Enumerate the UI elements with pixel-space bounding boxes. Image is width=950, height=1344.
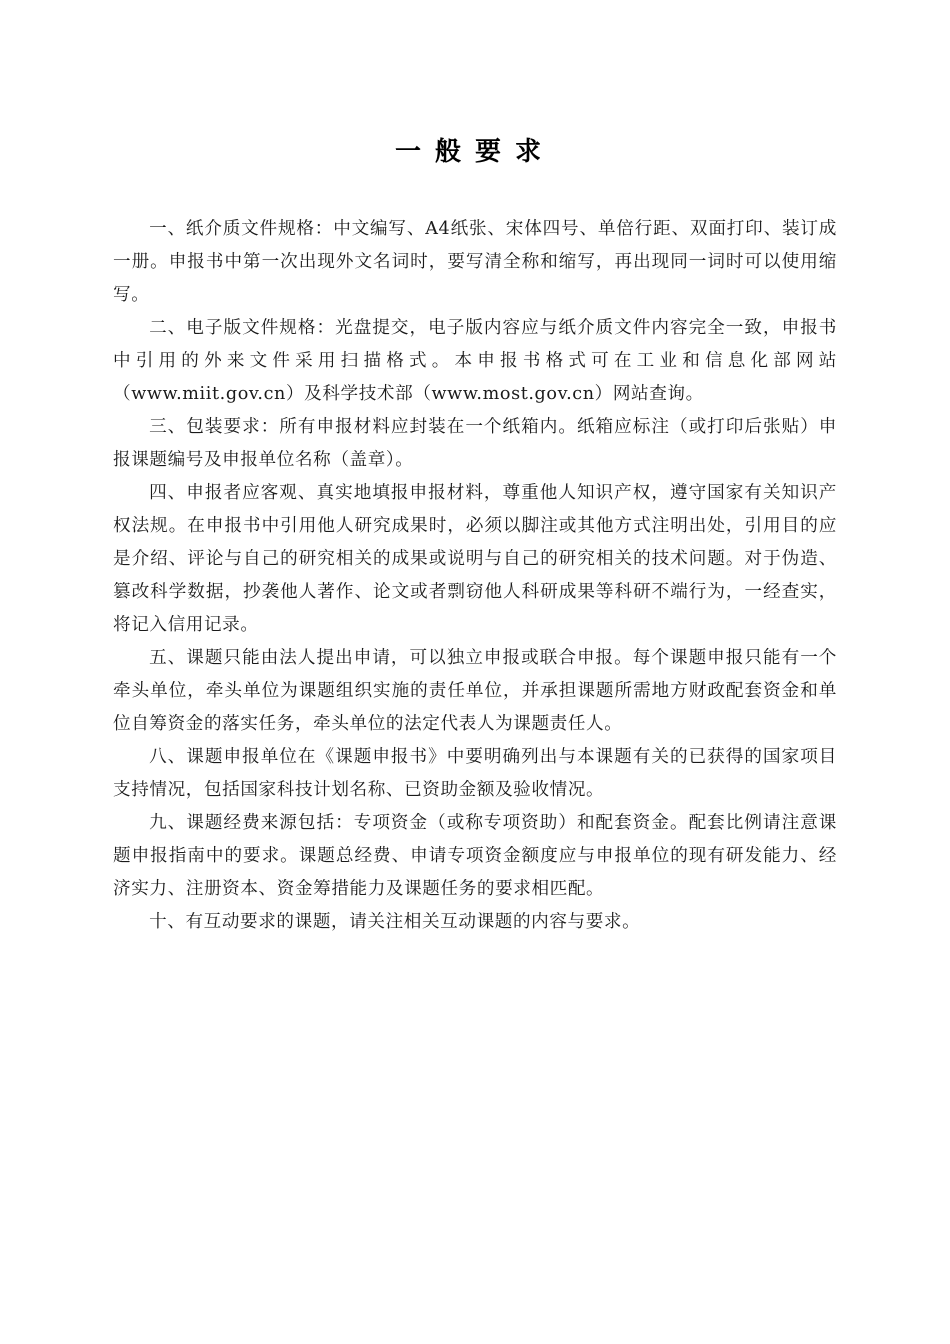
paragraph-9: 九、课题经费来源包括：专项资金（或称专项资助）和配套资金。配套比例请注意课题申报指南中的要求。课题总经费、申请专项资金额度应与申报单位的现有研发能力、经济实力、注册资本、资金筹措能力及课题任务的要求相匹配。 (113, 813, 837, 899)
paragraph-10: 十、有互动要求的课题，请关注相关互动课题的内容与要求。 (149, 912, 641, 932)
paragraph-1: 一、纸介质文件规格：中文编写、A4纸张、宋体四号、单倍行距、双面打印、装订成一册。申报书中第一次出现外文名词时，要写清全称和缩写，再出现同一词时可以使用缩写。 (113, 219, 837, 305)
paragraph-2: 二、电子版文件规格：光盘提交，电子版内容应与纸介质文件内容完全一致，申报书中引用的外来文件采用扫描格式。本申报书格式可在工业和信息化部网站（www.miit.gov.cn）及科学技术部（www.most.gov.cn）网站查询。 (113, 318, 837, 404)
paragraph-8: 八、课题申报单位在《课题申报书》中要明确列出与本课题有关的已获得的国家项目支持情况，包括国家科技计划名称、已资助金额及验收情况。 (113, 747, 837, 800)
paragraph-5: 五、课题只能由法人提出申请，可以独立申报或联合申报。每个课题申报只能有一个牵头单位，牵头单位为课题组织实施的责任单位，并承担课题所需地方财政配套资金和单位自筹资金的落实任务，牵头单位的法定代表人为课题责任人。 (113, 648, 837, 734)
paragraph-3: 三、包装要求：所有申报材料应封装在一个纸箱内。纸箱应标注（或打印后张贴）申报课题编号及申报单位名称（盖章）。 (113, 417, 837, 470)
paragraph-4: 四、申报者应客观、真实地填报申报材料，尊重他人知识产权，遵守国家有关知识产权法规。在申报书中引用他人研究成果时，必须以脚注或其他方式注明出处，引用目的应是介绍、评论与自己的研究相关的成果或说明与自己的研究相关的技术问题。对于伪造、篡改科学数据，抄袭他人著作、论文或者剽窃他人科研成果等科研不端行为，一经查实，将记入信用记录。 (113, 483, 837, 635)
document-body (113, 213, 837, 939)
page-title: 一般要求 (394, 137, 555, 167)
